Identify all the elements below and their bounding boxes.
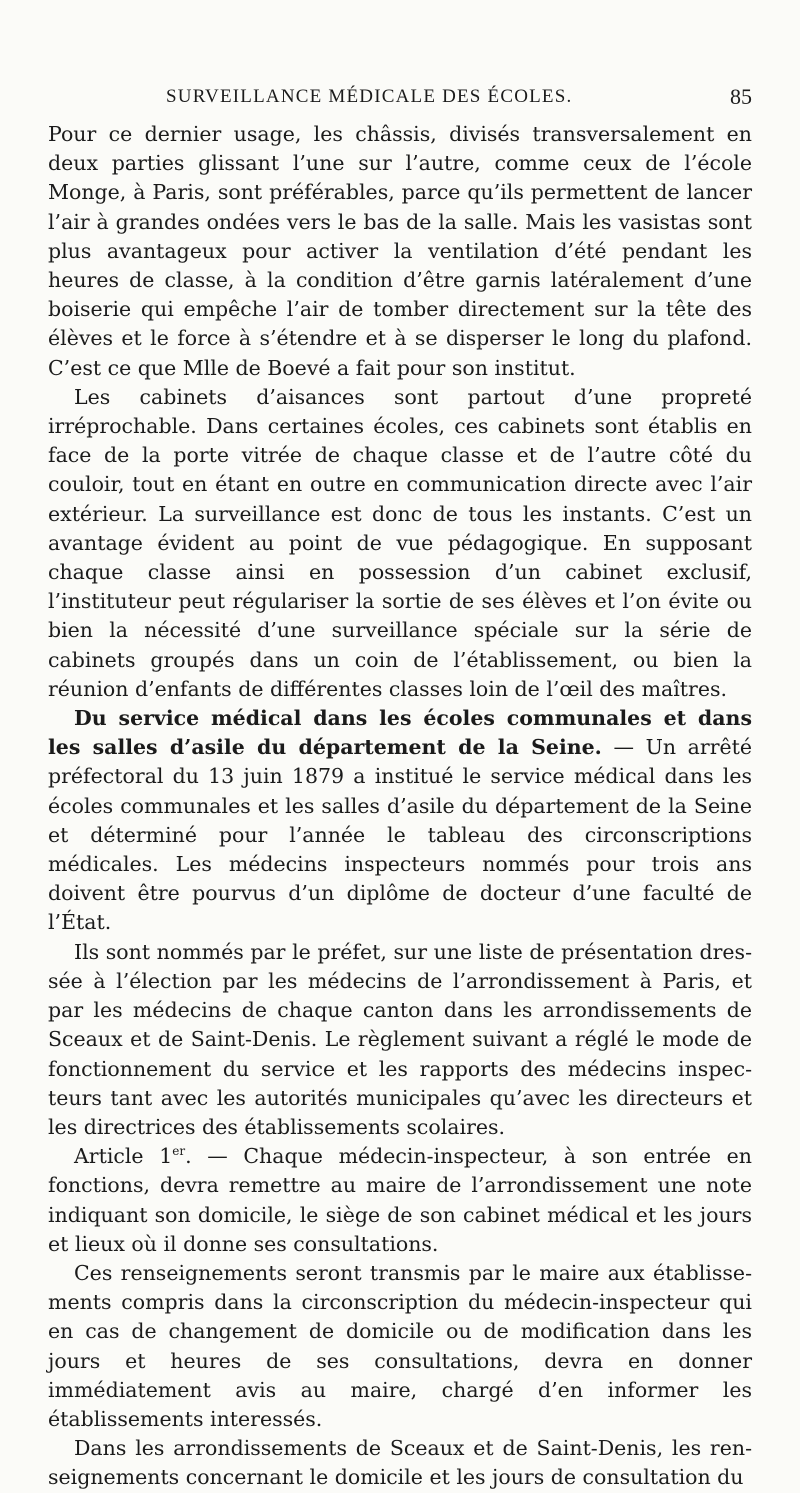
paragraph-ventilation (48, 120, 752, 383)
paragraph-nomination (48, 938, 752, 1142)
section-heading: Du service médical dans les écoles communales et dans les salles d’asile du département de la Seine. (48, 706, 752, 760)
paragraph-service-medical (48, 704, 752, 938)
article-label: Article 1 (74, 1144, 173, 1169)
paragraph-sceaux-saint-denis (48, 1434, 752, 1492)
paragraph-article-1 (48, 1142, 752, 1259)
paragraph-text: Les cabinets d’aisances sont partout d’une propreté irréprochable. Dans certaines écoles, ces cabinets sont établis en face de la porte vitrée de chaque classe et de l’autre côté du couloir, tout en étant en outre en communication directe avec l’air extérieur. La surveillance est donc de tous les instants. C’est un avantage évident au point de vue pédagogique. En supposant chaque classe ainsi en possession d’un cabinet exclusif, l’instituteur peut régulariser la sortie de ses élèves et l’on évite ou bien la nécessité d’une surveillance spéciale sur la série de cabinets groupés dans un coin de l’établissement, ou bien la réunion d’enfants de différentes classes loin de l’œil des maîtres. (48, 384, 752, 701)
paragraph-renseignements (48, 1259, 752, 1434)
paragraph-text: Ces renseignements seront transmis par le maire aux établissements compris dans la circonscription du médecin-inspecteur qui en cas de changement de domicile ou de modification dans les jours et heures de ses consultations, devra en donner immédiatement avis au maire, chargé d’en informer les établissements interessés. (48, 1260, 752, 1431)
paragraph-text: Ils sont nommés par le préfet, sur une liste de présentation dressée à l’élection par les médecins de l’arrondissement à Paris, et par les médecins de chaque canton dans les arrondissements de Sceaux et de Saint-Denis. Le règlement suivant a réglé le mode de fonctionnement du service et les rapports des médecins inspecteurs tant avec les autorités municipales qu’avec les directeurs et les directrices des établissements scolaires. (48, 939, 752, 1139)
page (48, 84, 752, 1493)
paragraph-text: Dans les arrondissements de Sceaux et de Saint-Denis, les renseignements concernant le domicile et les jours de consultation du (48, 1436, 752, 1490)
paragraph-text: — Un arrêté préfectoral du 13 juin 1879 a institué le service médical dans les écoles communales et les salles d’asile du département de la Seine et déterminé pour l’année le tableau des circonscriptions médicales. Les médecins inspecteurs nommés pour trois ans doivent être pourvus d’un diplôme de docteur d’une faculté de l’État. (48, 735, 752, 935)
article-ordinal: er (172, 1144, 186, 1159)
running-header (48, 84, 752, 120)
paragraph-text: Pour ce dernier usage, les châssis, divisés transversalement en deux parties glissant l’une sur l’autre, comme ceux de l’école Monge, à Paris, sont préférables, parce qu’ils permettent de lancer l’air à grandes ondées vers le bas de la salle. Mais les vasistas sont plus avantageux pour activer la ventilation d’été pendant les heures de classe, à la condition d’être garnis latéralement d’une boiserie qui empêche l’air de tomber directement sur la tête des élèves et le force à s’étendre et à se disperser le long du plafond. C’est ce que Mlle de Boevé a fait pour son institut. (48, 122, 752, 380)
paragraph-cabinets (48, 383, 752, 704)
running-title: SURVEILLANCE MÉDICALE DES ÉCOLES. (166, 86, 573, 107)
paragraph-text: . — Chaque médecin-inspecteur, à son entrée en fonctions, devra remettre au maire de l’arrondissement une note indiquant son domicile, le siège de son cabinet médical et les jours et lieux où il donne ses consultations. (48, 1144, 752, 1256)
page-number: 85 (730, 84, 752, 109)
